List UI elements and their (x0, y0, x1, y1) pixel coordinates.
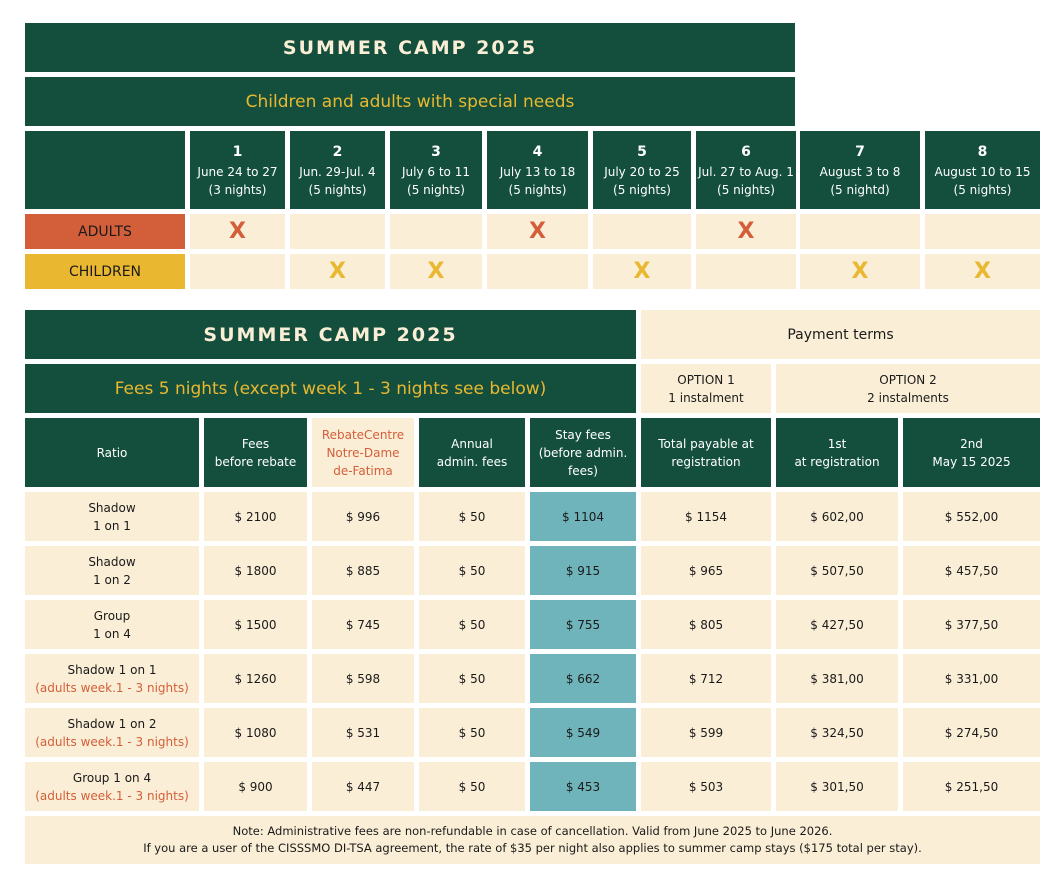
total-cell: $ 805 (641, 600, 771, 649)
rebate-cell: $ 885 (312, 546, 414, 595)
week-dates: August 3 to 8 (819, 165, 901, 179)
x-mark: X (851, 259, 869, 284)
week-header-1 (190, 131, 285, 209)
col-header-first-line1: 1st (827, 436, 847, 451)
ratio-line2: (adults week.1 - 3 nights) (35, 680, 189, 695)
ratio-line1: Group 1 on 4 (72, 770, 152, 785)
col-header-fees-line1: Fees (241, 436, 270, 451)
col-header-stay-line2: (before admin. (538, 445, 628, 460)
schedule-cell (696, 214, 796, 249)
week-number: 7 (855, 144, 865, 160)
first-cell: $ 381,00 (776, 654, 898, 703)
schedule-cell (190, 214, 285, 249)
annual-cell: $ 50 (419, 708, 525, 757)
ratio-line1: Shadow 1 on 1 (67, 662, 157, 677)
x-mark: X (229, 219, 246, 244)
first-cell: $ 427,50 (776, 600, 898, 649)
annual-cell: $ 50 (419, 492, 525, 541)
col-header-second-line1: 2nd (960, 436, 983, 451)
x-mark: X (737, 219, 755, 244)
second-cell: $ 251,50 (903, 762, 1040, 811)
ratio-line1: Shadow (88, 554, 136, 569)
note-line-1: Note: Administrative fees are non-refundable in case of cancellation. Valid from June 2025 to June 2026. (232, 824, 833, 838)
col-header-annual (419, 418, 525, 487)
annual-cell: $ 50 (419, 600, 525, 649)
week-number: 5 (637, 144, 647, 160)
x-mark: X (974, 259, 991, 284)
row-label-adults: ADULTS (25, 214, 185, 249)
schedule-cell (593, 214, 691, 249)
schedule-cell (800, 254, 920, 289)
week-header-3 (390, 131, 482, 209)
week-header-7 (800, 131, 920, 209)
ratio-line2: 1 on 2 (93, 572, 131, 587)
option1-header (641, 364, 771, 413)
option1-sub: 1 instalment (668, 390, 744, 405)
rebate-cell: $ 996 (312, 492, 414, 541)
week-number: 4 (532, 144, 543, 160)
col-header-total (641, 418, 771, 487)
ratio-line2: 1 on 1 (93, 518, 131, 533)
schedule-cell (925, 254, 1040, 289)
week-header-6 (696, 131, 796, 209)
x-mark: X (329, 259, 346, 284)
week-number: 6 (741, 144, 751, 160)
week-dates: August 10 to 15 (934, 165, 1031, 179)
week-dates: July 13 to 18 (499, 165, 576, 179)
x-mark: X (427, 259, 445, 284)
schedule-cell (800, 214, 920, 249)
option2-header (776, 364, 1040, 413)
schedule-cell (593, 254, 691, 289)
ratio-line1: Group (93, 608, 131, 623)
option2-title: OPTION 2 (879, 372, 937, 387)
col-header-first-line2: at registration (794, 454, 880, 469)
total-cell: $ 503 (641, 762, 771, 811)
ratio-cell (25, 492, 199, 541)
ratio-line2: (adults week.1 - 3 nights) (35, 734, 189, 749)
col-header-annual-line2: admin. fees (436, 454, 508, 469)
row-label-children: CHILDREN (25, 254, 185, 289)
stay-cell: $ 1104 (530, 492, 636, 541)
week-nights: (5 nights) (953, 183, 1012, 197)
week-nights: (5 nights) (508, 183, 567, 197)
ratio-cell (25, 654, 199, 703)
rebate-cell: $ 745 (312, 600, 414, 649)
annual-cell: $ 50 (419, 762, 525, 811)
fees-title: SUMMER CAMP 2025 (25, 310, 636, 359)
schedule-cell (487, 214, 588, 249)
ratio-line1: Shadow 1 on 2 (67, 716, 157, 731)
col-header-ratio-label: Ratio (96, 445, 128, 460)
ratio-cell (25, 546, 199, 595)
first-cell: $ 301,50 (776, 762, 898, 811)
second-cell: $ 331,00 (903, 654, 1040, 703)
x-mark: X (529, 219, 546, 244)
week-header-8 (925, 131, 1040, 209)
stay-cell: $ 549 (530, 708, 636, 757)
ratio-line1: Shadow (88, 500, 136, 515)
stay-cell: $ 915 (530, 546, 636, 595)
ratio-cell (25, 762, 199, 811)
schedule-cell (190, 254, 285, 289)
week-nights: (5 nights) (613, 183, 671, 197)
total-cell: $ 1154 (641, 492, 771, 541)
col-header-annual-line1: Annual (451, 436, 493, 451)
payment-terms-header: Payment terms (641, 310, 1040, 359)
week-dates: July 20 to 25 (604, 165, 680, 179)
col-header-ratio (25, 418, 199, 487)
col-header-fees (204, 418, 307, 487)
week-nights: (3 nights) (208, 183, 267, 197)
schedule-cell (487, 254, 588, 289)
second-cell: $ 274,50 (903, 708, 1040, 757)
schedule-subtitle: Children and adults with special needs (25, 77, 795, 126)
week-number: 8 (977, 144, 988, 160)
schedule-cell (290, 254, 385, 289)
total-cell: $ 599 (641, 708, 771, 757)
fees-cell: $ 1080 (204, 708, 307, 757)
col-header-second (903, 418, 1040, 487)
col-header-stay-line1: Stay fees (555, 427, 611, 442)
schedule-cell (925, 214, 1040, 249)
option2-sub: 2 instalments (867, 390, 949, 405)
annual-cell: $ 50 (419, 654, 525, 703)
ratio-line2: (adults week.1 - 3 nights) (35, 788, 189, 803)
week-number: 1 (232, 144, 243, 160)
week-dates: Jul. 27 to Aug. 1 (698, 165, 794, 179)
option1-title: OPTION 1 (677, 372, 735, 387)
fees-cell: $ 1500 (204, 600, 307, 649)
week-header-2 (290, 131, 385, 209)
first-cell: $ 324,50 (776, 708, 898, 757)
fees-cell: $ 1800 (204, 546, 307, 595)
stay-cell: $ 662 (530, 654, 636, 703)
week-dates: July 6 to 11 (402, 165, 470, 179)
rebate-cell: $ 531 (312, 708, 414, 757)
col-header-second-line2: May 15 2025 (932, 454, 1011, 469)
second-cell: $ 457,50 (903, 546, 1040, 595)
col-header-rebate-line2: Notre-Dame (326, 445, 400, 460)
col-header-rebate (312, 418, 414, 487)
col-header-stay (530, 418, 636, 487)
col-header-fees-line2: before rebate (214, 454, 297, 469)
schedule-cell (390, 254, 482, 289)
second-cell: $ 377,50 (903, 600, 1040, 649)
first-cell: $ 507,50 (776, 546, 898, 595)
week-header-4 (487, 131, 588, 209)
week-dates: June 24 to 27 (197, 165, 278, 179)
total-cell: $ 965 (641, 546, 771, 595)
week-nights: (5 nights) (308, 183, 367, 197)
ratio-cell (25, 708, 199, 757)
week-number: 3 (431, 144, 441, 160)
stay-cell: $ 755 (530, 600, 636, 649)
ratio-cell (25, 600, 199, 649)
annual-cell: $ 50 (419, 546, 525, 595)
week-nights: (5 nights) (407, 183, 465, 197)
schedule-corner-cell (25, 131, 185, 209)
week-nights: (5 nights) (717, 183, 775, 197)
stay-cell: $ 453 (530, 762, 636, 811)
schedule-cell (390, 214, 482, 249)
rebate-cell: $ 598 (312, 654, 414, 703)
note-line-2: If you are a user of the CISSSMO DI-TSA agreement, the rate of $35 per night also applies to summer camp stays ($175 total per stay). (143, 841, 922, 855)
first-cell: $ 602,00 (776, 492, 898, 541)
col-header-stay-line3: fees) (568, 463, 598, 478)
x-mark: X (633, 259, 651, 284)
ratio-line2: 1 on 4 (93, 626, 131, 641)
rebate-cell: $ 447 (312, 762, 414, 811)
fees-cell: $ 2100 (204, 492, 307, 541)
week-dates: Jun. 29-Jul. 4 (299, 165, 376, 179)
schedule-title: SUMMER CAMP 2025 (25, 23, 795, 72)
fees-cell: $ 900 (204, 762, 307, 811)
fees-cell: $ 1260 (204, 654, 307, 703)
col-header-first (776, 418, 898, 487)
week-header-5 (593, 131, 691, 209)
col-header-total-line1: Total payable at (658, 436, 754, 451)
week-nights: (5 nightd) (830, 183, 890, 197)
schedule-cell (696, 254, 796, 289)
fees-note (25, 816, 1040, 864)
week-number: 2 (332, 144, 343, 160)
total-cell: $ 712 (641, 654, 771, 703)
second-cell: $ 552,00 (903, 492, 1040, 541)
col-header-rebate-line1: RebateCentre (321, 427, 405, 442)
schedule-cell (290, 214, 385, 249)
col-header-rebate-line3: de-Fatima (333, 463, 393, 478)
col-header-total-line2: registration (671, 454, 741, 469)
fees-subtitle: Fees 5 nights (except week 1 - 3 nights see below) (25, 364, 636, 413)
